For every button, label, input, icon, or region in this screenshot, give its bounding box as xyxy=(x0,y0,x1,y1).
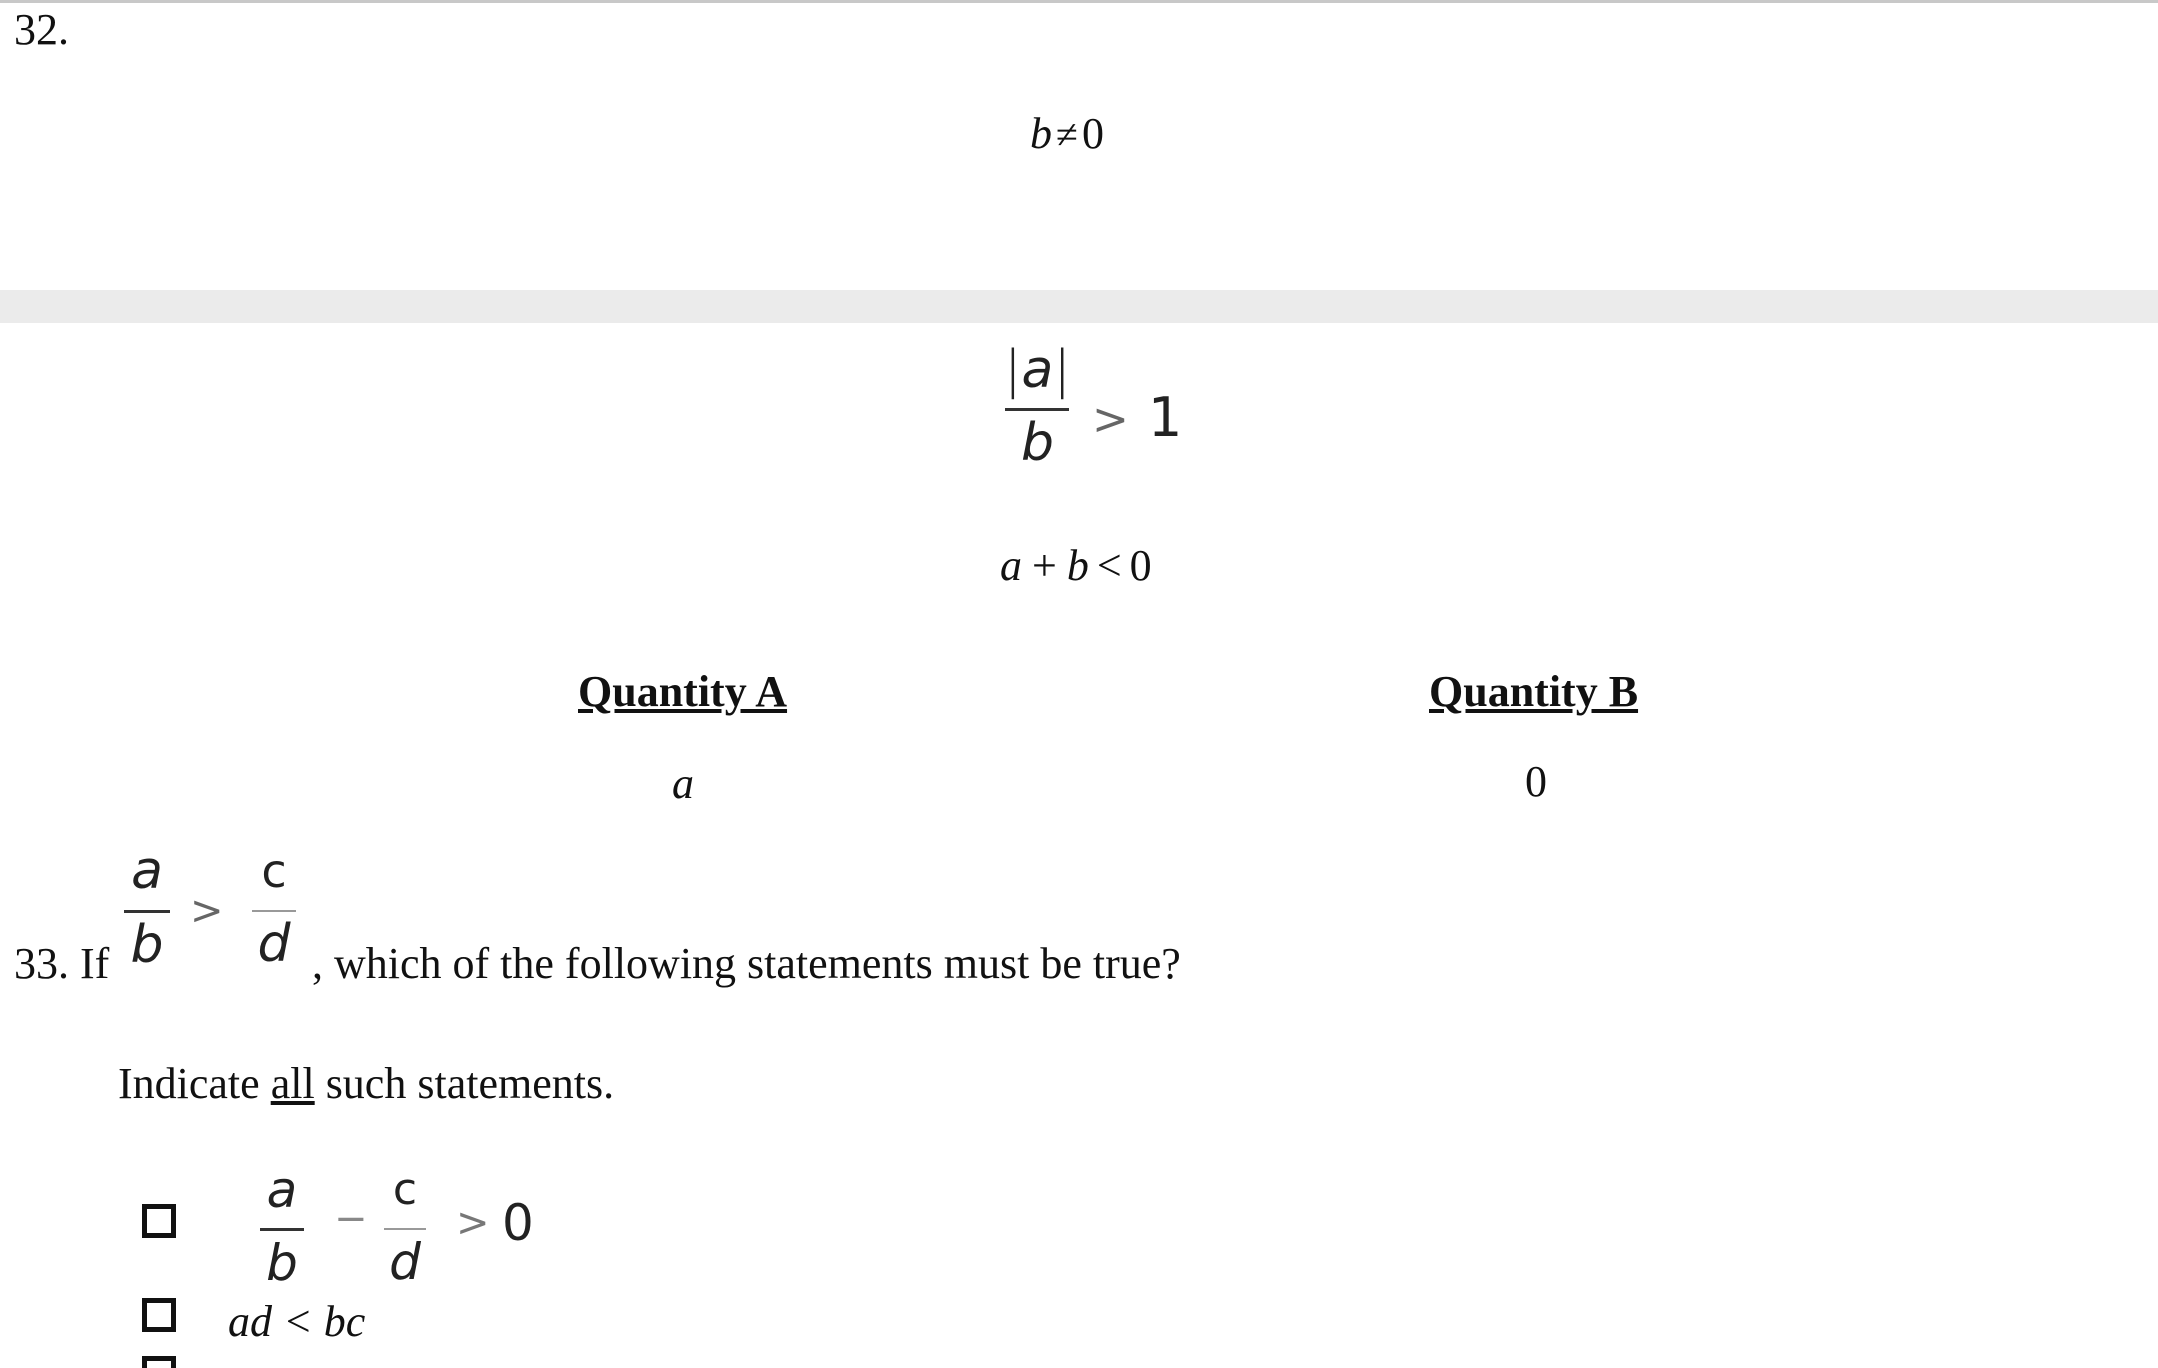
option-1-fraction-a-b: a b xyxy=(260,1160,304,1295)
option-1-checkbox[interactable] xyxy=(142,1204,176,1238)
q33-fraction-a-b: a b xyxy=(124,840,170,977)
given-b-not-zero xyxy=(1030,108,1104,159)
top-rule xyxy=(0,0,2158,3)
question-33-prefix: 33. If xyxy=(14,939,110,988)
not-equal-symbol: ≠ xyxy=(1056,112,1078,157)
option-1-fraction-c-d: c d xyxy=(384,1160,426,1294)
option-2-checkbox[interactable] xyxy=(142,1298,176,1332)
sum-inequality: a + b < 0 xyxy=(1000,541,1152,590)
quantity-a-label: Quantity A xyxy=(578,667,788,716)
option-1-gt: > xyxy=(456,1200,490,1246)
abs-denominator: b xyxy=(1020,413,1054,473)
zero: 0 xyxy=(1081,109,1104,158)
quantity-a-value: a xyxy=(672,759,694,808)
option-1-minus: − xyxy=(334,1196,368,1242)
option-2-statement: ad < bc xyxy=(228,1297,366,1346)
quantity-b-label: Quantity B xyxy=(1429,667,1639,716)
q33-gt-symbol: > xyxy=(190,888,224,934)
quantity-b-value: 0 xyxy=(1525,757,1547,806)
var-b: b xyxy=(1030,109,1052,158)
gt-symbol: > xyxy=(1092,394,1129,445)
emphasis-all: all xyxy=(270,1059,315,1108)
one: 1 xyxy=(1148,386,1183,449)
instructions: Indicate all such statements. xyxy=(118,1059,615,1108)
option-3-checkbox[interactable] xyxy=(142,1356,176,1368)
q33-fraction-c-d: c d xyxy=(252,840,296,976)
separator-band xyxy=(0,290,2158,323)
abs-numerator: |a| xyxy=(1004,340,1071,400)
question-number: 32. xyxy=(14,5,69,54)
abs-fraction xyxy=(1004,340,1071,475)
question-33-suffix: , which of the following statements must be true? xyxy=(312,939,1181,988)
option-1-zero: 0 xyxy=(502,1194,534,1252)
